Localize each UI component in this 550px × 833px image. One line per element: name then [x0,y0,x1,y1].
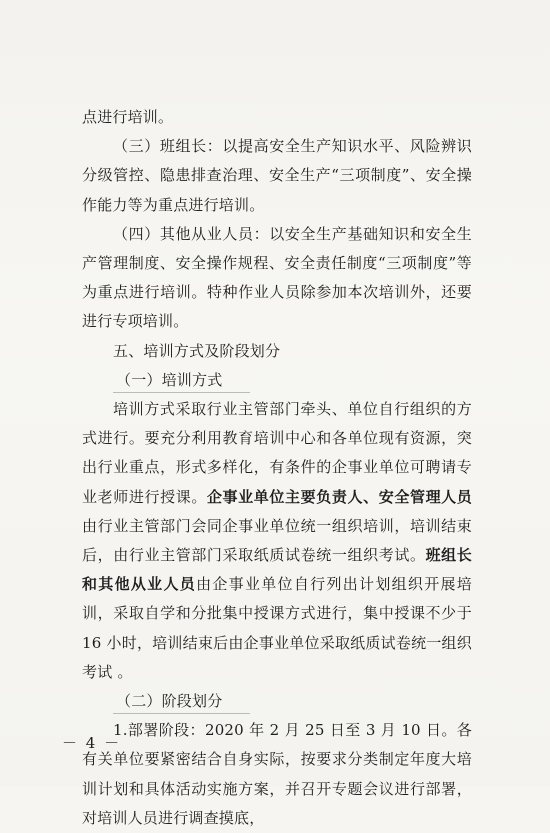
subsection-heading-stages: （二）阶段划分 [82,687,472,716]
paragraph-continuation: 点进行培训。 [82,108,174,126]
item-label-other-staff: （四）其他从业人员： [113,224,270,243]
paragraph-training-method: 培训方式采取行业主管部门牵头、单位自行组织的方式进行。要充分利用教育培训中心和各单位现有资源，突出行业重点，形式多样化，有条件的企事业单位可聘请专业老师进行授课。企事业单位主要负责人、安全管理人员由行业主管部门会同企事业单位统一组织培训，培训结束后，由行业主管部门采取纸质试卷统一组织考试。班组长和其他从业人员由企事业单位自行列出计划组织开展培训，采取自学和分批集中授课方式进行，集中授课不少于 16 小时，培训结束后由企事业单位采取纸质试卷统一组织考试 。 [82,400,473,681]
item-label-team-leader: （三）班组长： [113,137,223,156]
page-number: － 4 － [62,734,122,752]
subsection-heading-method: （一）培训方式 [82,366,472,395]
bold-text-team-leaders: 班组长和其他从业人员 [82,546,472,594]
document-body [82,103,472,833]
paragraph-team-leader: （三）班组长：以提高安全生产知识水平、风险辨识分级管控、隐患排查治理、安全生产“三项制度”、安全操作能力等为重点进行培训。 [82,137,472,214]
paragraph-other-staff: （四）其他从业人员：以安全生产基础知识和安全生产管理制度、安全操作规程、安全责任制度“三项制度”等为重点进行培训。特种作业人员除参加本次培训外，还要进行专项培训。 [82,224,472,331]
paragraph-deployment-stage: 1.部署阶段：2020 年 2 月 25 日至 3 月 10 日。各有关单位要紧密结合自身实际，按要求分类制定年度大培训计划和具体活动实施方案，并召开专题会议进行部署，对培训人员进行调查摸底， [82,721,472,827]
section-heading: 五、培训方式及阶段划分 [113,341,281,360]
bold-text-leaders: 企事业单位主要负责人、安全管理人员 [206,487,472,506]
